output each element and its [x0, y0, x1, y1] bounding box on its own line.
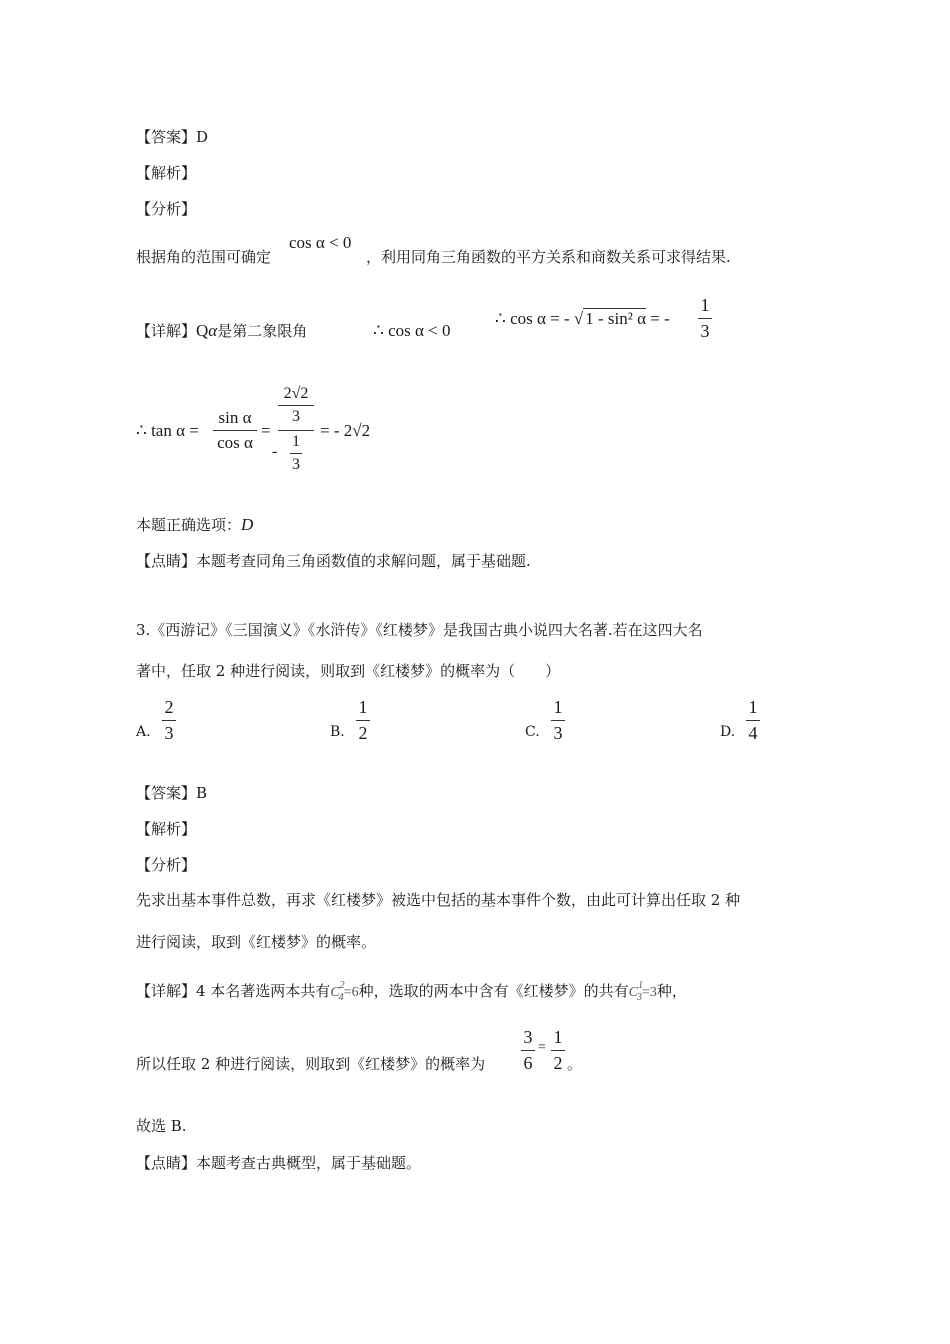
- detail-text: 是第二象限角: [217, 322, 308, 340]
- tan-den: cos α: [217, 433, 253, 452]
- analysis-heading: 【解析】: [136, 164, 197, 182]
- option-fraction: [356, 697, 370, 744]
- option-den: 2: [358, 723, 368, 743]
- c31-symbol: $C^1_3$: [628, 980, 643, 1003]
- comment-line: 【点睛】本题考查同角三角函数值的求解问题，属于基础题.: [136, 552, 531, 570]
- tan-eq: =: [261, 421, 271, 440]
- prob-frac-2: 1 2: [551, 1027, 565, 1074]
- option-fraction: [746, 697, 760, 744]
- option-label: A.: [136, 724, 151, 740]
- cos-eq-lhs: ∴ cos α = -: [495, 309, 570, 328]
- choose-line: 故选 B.: [136, 1117, 187, 1135]
- option-num: 2: [164, 697, 174, 717]
- tan-num: sin α: [218, 408, 252, 427]
- big-num-top: 2√2: [283, 385, 309, 402]
- fenxi-line-1: 先求出基本事件总数，再求《红楼梦》被选中包括的基本事件个数，由此可计算出任取 2 种: [136, 891, 741, 909]
- fenxi-line-2: 进行阅读，取到《红楼梦》的概率。: [136, 933, 377, 951]
- c42-symbol: $C^2_4$: [330, 980, 345, 1003]
- option-num: 1: [748, 697, 758, 717]
- detail-mid: 种，选取的两本中含有《红楼梦》的共有: [358, 982, 629, 1000]
- correct-line: [136, 515, 253, 535]
- option-num: 1: [358, 697, 368, 717]
- big-fraction: [272, 385, 314, 474]
- prob-post: 。: [567, 1055, 583, 1073]
- option-label: D.: [720, 724, 736, 740]
- tan-lhs: ∴ tan α =: [136, 421, 199, 440]
- answer-line: 【答案】D: [136, 128, 209, 146]
- big-den-sign: -: [272, 443, 278, 460]
- cos-fraction: [698, 295, 712, 342]
- frac-den: 3: [700, 321, 710, 341]
- fenxi-heading: 【分析】: [136, 200, 197, 218]
- detail-line: [136, 321, 307, 341]
- fenxi-heading-2: 【分析】: [136, 856, 197, 874]
- fenxi-post: ，利用同角三角函数的平方关系和商数关系可求得结果.: [366, 248, 731, 266]
- fenxi-math: cos α < 0: [289, 233, 352, 252]
- option-den: 3: [164, 723, 174, 743]
- option-label: B.: [330, 724, 345, 740]
- option-num: 1: [553, 697, 563, 717]
- c42-eq: =6: [343, 985, 359, 1000]
- tan-result: = - 2√2: [320, 421, 371, 440]
- question-line-1: 3.《西游记》《三国演义》《水浒传》《红楼梦》是我国古典小说四大名著.若在这四大名: [136, 621, 703, 639]
- cos-sqrt: 1 - sin² α: [585, 309, 646, 328]
- fenxi-pre: 根据角的范围可确定: [136, 248, 272, 266]
- comment-line-2: 【点睛】本题考查古典概型，属于基础题。: [136, 1154, 422, 1172]
- answer-line-2: 【答案】B: [136, 784, 208, 802]
- option-den: 3: [553, 723, 563, 743]
- detail-label: 【详解】: [136, 322, 197, 340]
- prob-pre: 所以任取 2 种进行阅读，则取到《红楼梦》的概率为: [136, 1055, 486, 1073]
- big-den-bot: 3: [292, 456, 300, 473]
- analysis-heading-2: 【解析】: [136, 820, 197, 838]
- correct-label: 本题正确选项：: [136, 516, 242, 534]
- correct-value: D: [241, 515, 254, 534]
- prob-eq: =: [538, 1040, 546, 1055]
- option-label: C.: [525, 724, 540, 740]
- detail-q: Q: [196, 321, 209, 340]
- big-num-bot: 3: [292, 408, 300, 425]
- option-den: 4: [748, 723, 758, 743]
- detail-pre: 【详解】4 本名著选两本共有: [136, 982, 331, 1000]
- big-den-top: 1: [292, 433, 300, 450]
- option-fraction: [551, 697, 565, 744]
- option-fraction: [162, 697, 176, 744]
- question-line-2: 著中，任取 2 种进行阅读，则取到《红楼梦》的概率为（ ）: [136, 662, 561, 680]
- therefore-cos: ∴ cos α < 0: [373, 321, 451, 340]
- cos-eq2: = -: [650, 309, 670, 328]
- tan-fraction: [213, 408, 257, 453]
- detail-line-2: [136, 981, 687, 1004]
- fenxi-text: [136, 247, 271, 267]
- frac-num: 1: [700, 295, 710, 315]
- detail-alpha: α: [208, 321, 218, 340]
- prob-frac-1: 3 6: [521, 1027, 535, 1074]
- prob-line: [136, 1054, 485, 1074]
- c31-eq: =3: [641, 985, 657, 1000]
- cos-equation: ∴ cos α = - √ 1 - sin² α = -: [495, 309, 670, 328]
- detail-post: 种，: [656, 982, 687, 1000]
